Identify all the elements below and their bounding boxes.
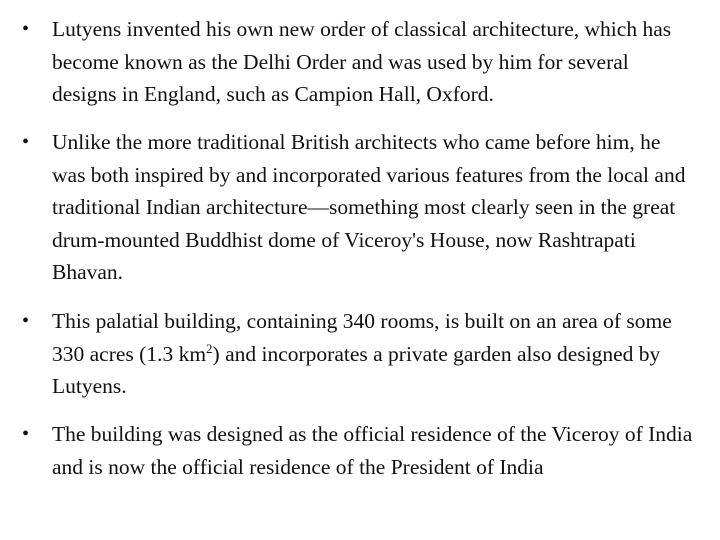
bullet-icon: • [22,131,30,153]
bullet-item-indian-architecture [22,126,698,289]
bullet-item-delhi-order [22,13,698,111]
bullet-text-part: ) and incorporates a private garden also designed by Lutyens. [52,341,661,398]
bullet-item-palatial-building [22,305,698,403]
bullet-icon: • [22,310,30,332]
bullet-text-part: This palatial building, containing 340 rooms, is built on an area of some 330 acres (1.3 km [52,309,672,366]
superscript-two: 2 [206,340,213,356]
bullet-icon: • [22,423,30,445]
bullet-item-official-residence [22,418,698,483]
bullet-text [52,309,672,398]
bullet-text: Unlike the more traditional British architects who came before him, he was both inspired by and incorporated various features from the local and traditional Indian architecture—something most clearly seen in the great drum-mounted Buddhist dome of Viceroy's House, now Rashtrapati Bhavan. [52,130,686,284]
bullet-text: The building was designed as the official residence of the Viceroy of India and is now the official residence of the President of India [52,422,693,479]
bullet-icon: • [22,18,30,40]
bullet-text: Lutyens invented his own new order of classical architecture, which has become known as the Delhi Order and was used by him for several designs in England, such as Campion Hall, Oxford. [52,17,672,106]
